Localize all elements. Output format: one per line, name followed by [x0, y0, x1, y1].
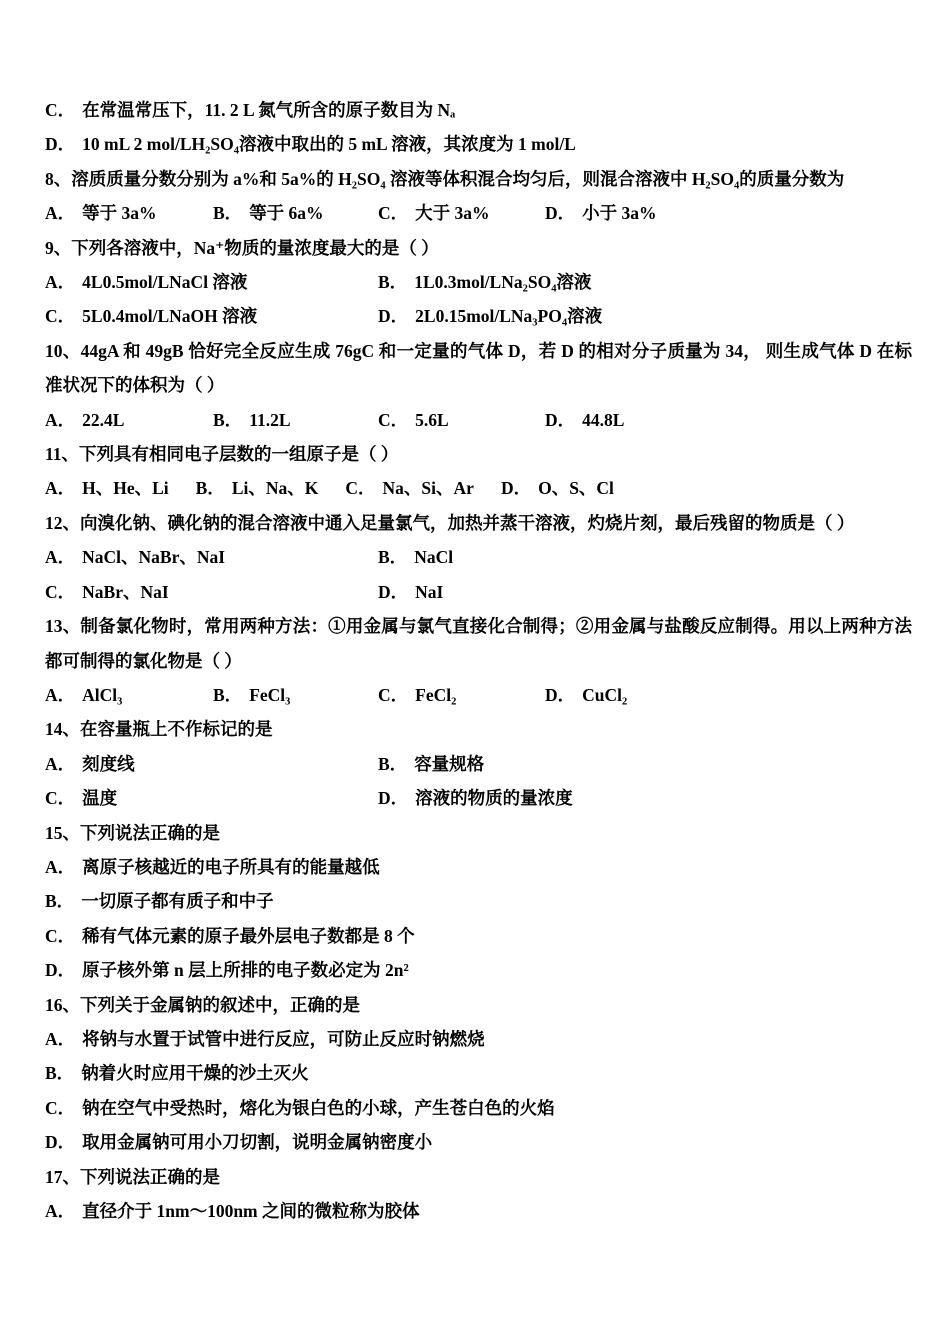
- option-label: A．: [45, 856, 76, 877]
- option-row: [45, 1022, 912, 1056]
- option-label: D．: [545, 409, 576, 430]
- option-text: 44.8L: [582, 409, 625, 430]
- option-label: A．: [45, 1028, 76, 1049]
- option-A: [45, 857, 380, 877]
- option-label: A．: [45, 272, 76, 293]
- option-text: 在常温常压下，11. 2 L 氮气所含的原子数目为 Nₐ: [82, 100, 456, 120]
- option-D: [45, 1132, 432, 1152]
- option-label: B．: [378, 272, 408, 293]
- option-row: [45, 127, 912, 161]
- option-C: [345, 471, 474, 505]
- option-A: [45, 265, 378, 299]
- option-text: NaI: [415, 581, 444, 602]
- option-A: [45, 540, 378, 574]
- option-text: 小于 3a%: [582, 203, 657, 224]
- option-label: A．: [45, 753, 76, 774]
- option-D: [378, 575, 912, 609]
- option-row: [45, 747, 912, 781]
- option-row: [45, 93, 912, 127]
- option-text: AlCl₃: [82, 684, 123, 705]
- option-text: Na、Si、Ar: [382, 478, 474, 499]
- question-block-15: [45, 816, 912, 988]
- question-stem: 12、向溴化钠、碘化钠的混合溶液中通入足量氯气，加热并蒸干溶液，灼烧片刻，最后残留的物质是（ ）: [45, 512, 855, 533]
- question-stem: 13、制备氯化物时，常用两种方法：①用金属与氯气直接化合制得；②用金属与盐酸反应制得。用以上两种方法都可制得的氯化物是（ ）: [45, 616, 912, 671]
- option-B: [45, 1063, 309, 1083]
- option-C: [45, 299, 378, 333]
- question-stem: 16、下列关于金属钠的叙述中，正确的是: [45, 994, 360, 1015]
- option-A: [45, 1201, 420, 1221]
- option-text: 将钠与水置于试管中进行反应，可防止反应时钠燃烧: [82, 1028, 485, 1049]
- option-D: [45, 134, 576, 154]
- option-text: NaCl、NaBr、NaI: [82, 547, 226, 568]
- option-row: [45, 196, 912, 230]
- option-D: [378, 781, 912, 815]
- question-block-14: [45, 712, 912, 815]
- option-label: C．: [45, 581, 76, 602]
- question-block-12: [45, 506, 912, 609]
- option-label: B．: [45, 891, 75, 912]
- option-text: Li、Na、K: [231, 478, 319, 499]
- option-text: 钠着火时应用干燥的沙土灭火: [81, 1063, 309, 1084]
- option-row: [45, 781, 912, 815]
- question-stem: 9、下列各溶液中，Na⁺物质的量浓度最大的是（ ）: [45, 237, 439, 258]
- option-label: A．: [45, 203, 76, 224]
- option-label: C．: [45, 100, 76, 120]
- question-block-10: [45, 334, 912, 437]
- option-row: [45, 299, 912, 333]
- option-text: 2L0.15mol/LNa₃PO₄溶液: [415, 306, 603, 327]
- option-B: [196, 471, 319, 505]
- option-label: B．: [213, 409, 243, 430]
- option-row: [45, 1091, 912, 1125]
- option-text: 10 mL 2 mol/LH₂SO₄溶液中取出的 5 mL 溶液，其浓度为 1 mol/L: [82, 134, 576, 155]
- option-label: D．: [545, 684, 576, 705]
- option-D: [501, 471, 614, 505]
- option-text: 溶液的物质的量浓度: [415, 788, 573, 809]
- option-A: [45, 1029, 485, 1049]
- option-B: [213, 403, 378, 437]
- option-row: [45, 678, 912, 712]
- option-text: 等于 3a%: [82, 203, 157, 224]
- option-text: 直径介于 1nm～100nm 之间的微粒称为胶体: [82, 1201, 420, 1221]
- option-row: [45, 265, 912, 299]
- question-block-11: [45, 437, 912, 506]
- option-text: 22.4L: [82, 409, 125, 430]
- option-label: B．: [378, 547, 408, 568]
- option-B: [378, 540, 912, 574]
- option-text: 离原子核越近的电子所具有的能量越低: [82, 856, 380, 877]
- option-label: B．: [195, 478, 225, 499]
- option-B: [45, 891, 274, 911]
- question-block-13: [45, 609, 912, 712]
- question-block-7-continued: [45, 93, 912, 162]
- question-stem: 8、溶质质量分数分别为 a%和 5a%的 H₂SO₄ 溶液等体积混合均匀后，则混合溶液中 H₂SO₄的质量分数为: [45, 168, 845, 189]
- option-text: 温度: [82, 788, 118, 809]
- option-text: 一切原子都有质子和中子: [81, 891, 274, 912]
- option-row: [45, 1125, 912, 1159]
- option-row: [45, 471, 912, 505]
- option-text: 等于 6a%: [249, 203, 324, 224]
- question-block-8: [45, 162, 912, 231]
- option-label: B．: [378, 753, 408, 774]
- option-row: [45, 403, 912, 437]
- option-D: [45, 960, 409, 980]
- option-label: C．: [45, 306, 76, 327]
- option-B: [378, 265, 912, 299]
- option-row: [45, 884, 912, 918]
- option-row: [45, 1056, 912, 1090]
- option-label: A．: [45, 684, 76, 705]
- option-text: CuCl₂: [582, 684, 628, 705]
- question-stem: 17、下列说法正确的是: [45, 1166, 220, 1187]
- option-text: 4L0.5mol/LNaCl 溶液: [82, 272, 248, 293]
- option-label: D．: [45, 134, 76, 155]
- question-block-17: [45, 1160, 912, 1229]
- option-D: [545, 403, 912, 437]
- option-C: [378, 196, 545, 230]
- option-label: B．: [213, 684, 243, 705]
- option-C: [45, 926, 415, 946]
- option-label: D．: [378, 306, 409, 327]
- question-stem: 14、在容量瓶上不作标记的是: [45, 719, 273, 740]
- option-label: D．: [45, 960, 76, 981]
- option-label: A．: [45, 1201, 76, 1221]
- question-stem: 11、下列具有相同电子层数的一组原子是（ ）: [45, 444, 399, 465]
- option-text: H、He、Li: [82, 478, 169, 499]
- option-label: D．: [500, 478, 532, 499]
- option-row: [45, 540, 912, 574]
- option-label: A．: [45, 547, 76, 568]
- option-text: 钠在空气中受热时，熔化为银白色的小球，产生苍白色的火焰: [82, 1097, 555, 1118]
- option-text: 原子核外第 n 层上所排的电子数必定为 2n²: [82, 960, 409, 981]
- option-row: [45, 575, 912, 609]
- option-text: FeCl₂: [415, 684, 457, 705]
- option-label: C．: [345, 478, 376, 499]
- option-label: C．: [45, 925, 76, 946]
- option-A: [45, 196, 213, 230]
- option-label: A．: [45, 409, 76, 430]
- option-label: C．: [45, 788, 76, 809]
- option-B: [378, 747, 912, 781]
- option-label: C．: [378, 203, 409, 224]
- option-text: FeCl₃: [249, 684, 291, 705]
- option-label: B．: [213, 203, 243, 224]
- option-text: 稀有气体元素的原子最外层电子数都是 8 个: [82, 925, 415, 946]
- option-label: C．: [378, 409, 409, 430]
- option-C: [45, 100, 455, 120]
- option-B: [213, 678, 378, 712]
- option-C: [45, 1098, 555, 1118]
- option-C: [45, 781, 378, 815]
- option-text: 5.6L: [415, 409, 449, 430]
- option-text: NaBr、NaI: [82, 581, 169, 602]
- option-D: [545, 678, 912, 712]
- option-text: O、S、Cl: [538, 478, 614, 499]
- option-label: D．: [545, 203, 576, 224]
- option-row: [45, 919, 912, 953]
- option-label: D．: [378, 581, 409, 602]
- option-A: [45, 678, 213, 712]
- option-D: [378, 299, 912, 333]
- option-text: 刻度线: [82, 753, 135, 774]
- option-text: 取用金属钠可用小刀切割，说明金属钠密度小: [82, 1132, 433, 1153]
- option-A: [45, 747, 378, 781]
- option-label: D．: [45, 1132, 76, 1153]
- option-text: NaCl: [414, 547, 454, 568]
- option-label: C．: [378, 684, 409, 705]
- question-block-9: [45, 231, 912, 334]
- option-text: 1L0.3mol/LNa₂SO₄溶液: [414, 272, 592, 293]
- option-D: [545, 196, 912, 230]
- option-row: [45, 953, 912, 987]
- option-row: [45, 850, 912, 884]
- option-C: [378, 403, 545, 437]
- option-B: [213, 196, 378, 230]
- option-C: [45, 575, 378, 609]
- option-text: 11.2L: [249, 409, 291, 430]
- option-C: [378, 678, 545, 712]
- option-label: A．: [45, 478, 76, 499]
- option-label: D．: [378, 788, 409, 809]
- option-row: [45, 1194, 912, 1228]
- question-stem: 10、44gA 和 49gB 恰好完全反应生成 76gC 和一定量的气体 D，若 D 的相对分子质量为 34， 则生成气体 D 在标准状况下的体积为（ ）: [45, 340, 912, 396]
- option-text: 容量规格: [414, 753, 485, 774]
- question-stem: 15、下列说法正确的是: [45, 822, 220, 843]
- option-text: 大于 3a%: [415, 203, 490, 224]
- question-block-16: [45, 988, 912, 1160]
- option-A: [45, 403, 213, 437]
- question-list: [45, 93, 912, 1228]
- option-A: [45, 471, 169, 505]
- option-label: B．: [45, 1063, 75, 1084]
- option-label: C．: [45, 1097, 76, 1118]
- option-text: 5L0.4mol/LNaOH 溶液: [82, 306, 258, 327]
